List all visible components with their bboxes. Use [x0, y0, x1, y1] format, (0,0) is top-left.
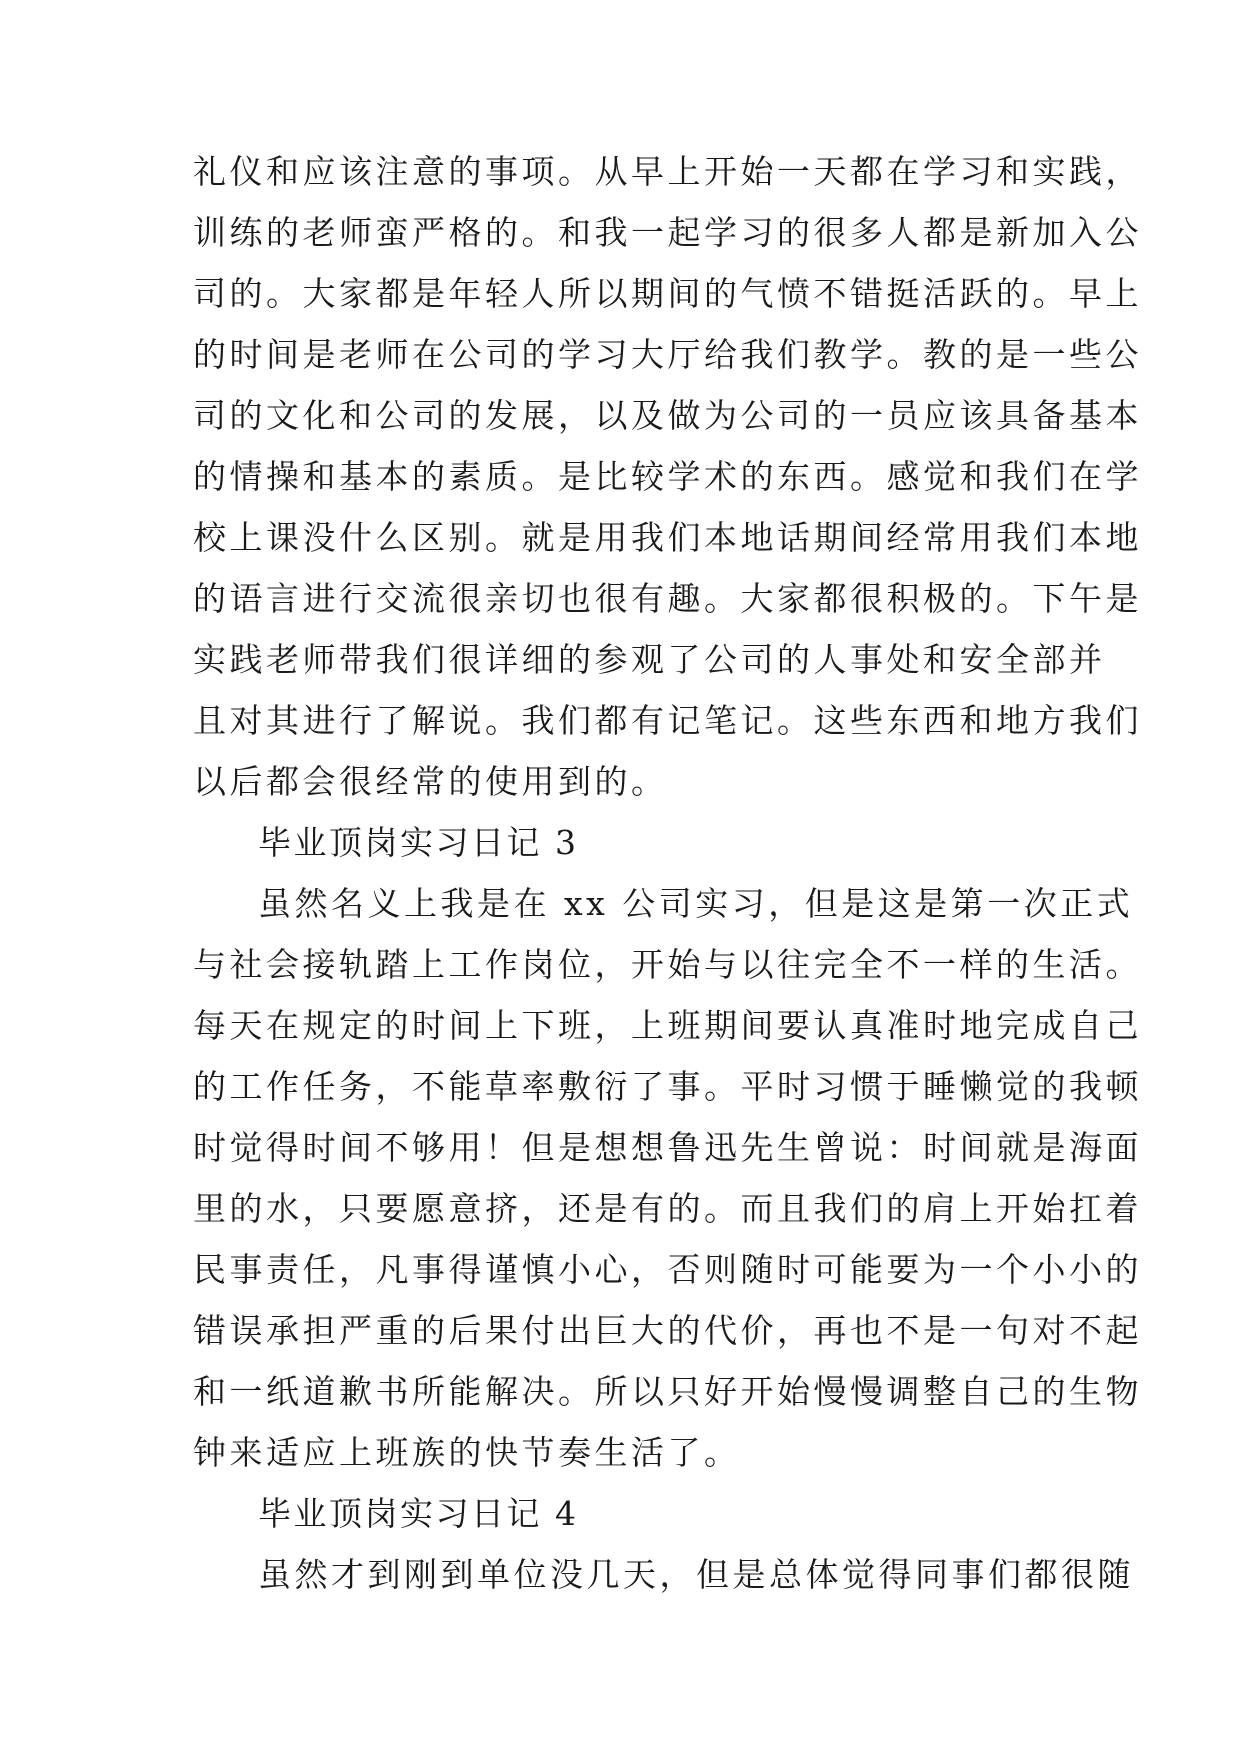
- paragraph-line: 民事责任，凡事得谨慎小心，否则随时可能要为一个小小的: [193, 1250, 1142, 1289]
- paragraph-line: 错误承担严重的后果付出巨大的代价，再也不是一句对不起: [193, 1311, 1142, 1350]
- paragraph-line: 司的文化和公司的发展，以及做为公司的一员应该具备基本: [193, 396, 1142, 435]
- paragraph-line: 的语言进行交流很亲切也很有趣。大家都很积极的。下午是: [193, 579, 1142, 618]
- paragraph-line: 与社会接轨踏上工作岗位，开始与以往完全不一样的生活。: [193, 945, 1142, 984]
- paragraph-line: 礼仪和应该注意的事项。从早上开始一天都在学习和实践，: [193, 152, 1142, 191]
- paragraph-line: 的工作任务，不能草率敷衍了事。平时习惯于睡懒觉的我顿: [193, 1067, 1142, 1106]
- paragraph-line: 训练的老师蛮严格的。和我一起学习的很多人都是新加入公: [193, 213, 1142, 252]
- paragraph-line: 每天在规定的时间上下班，上班期间要认真准时地完成自己: [193, 1006, 1142, 1045]
- paragraph-line: 司的。大家都是年轻人所以期间的气愤不错挺活跃的。早上: [193, 274, 1142, 313]
- paragraph-line: 时觉得时间不够用！但是想想鲁迅先生曾说：时间就是海面: [193, 1128, 1142, 1167]
- paragraph-line: 里的水，只要愿意挤，还是有的。而且我们的肩上开始扛着: [193, 1189, 1142, 1228]
- section-heading: 毕业顶岗实习日记 3: [258, 823, 579, 862]
- paragraph-line: 的情操和基本的素质。是比较学术的东西。感觉和我们在学: [193, 457, 1142, 496]
- paragraph-line: 且对其进行了解说。我们都有记笔记。这些东西和地方我们: [193, 701, 1142, 740]
- paragraph-line: 虽然才到刚到单位没几天，但是总体觉得同事们都很随: [258, 1555, 1134, 1594]
- paragraph-line: 以后都会很经常的使用到的。: [193, 762, 668, 801]
- paragraph-line: 钟来适应上班族的快节奏生活了。: [193, 1433, 741, 1472]
- section-heading: 毕业顶岗实习日记 4: [258, 1494, 579, 1533]
- paragraph-line: 校上课没什么区别。就是用我们本地话期间经常用我们本地: [193, 518, 1142, 557]
- paragraph-line: 虽然名义上我是在 xx 公司实习，但是这是第一次正式: [258, 884, 1134, 923]
- paragraph-line: 和一纸道歉书所能解决。所以只好开始慢慢调整自己的生物: [193, 1372, 1142, 1411]
- paragraph-line: 的时间是老师在公司的学习大厅给我们教学。教的是一些公: [193, 335, 1142, 374]
- paragraph-line: 实践老师带我们很详细的参观了公司的人事处和安全部并: [193, 640, 1106, 679]
